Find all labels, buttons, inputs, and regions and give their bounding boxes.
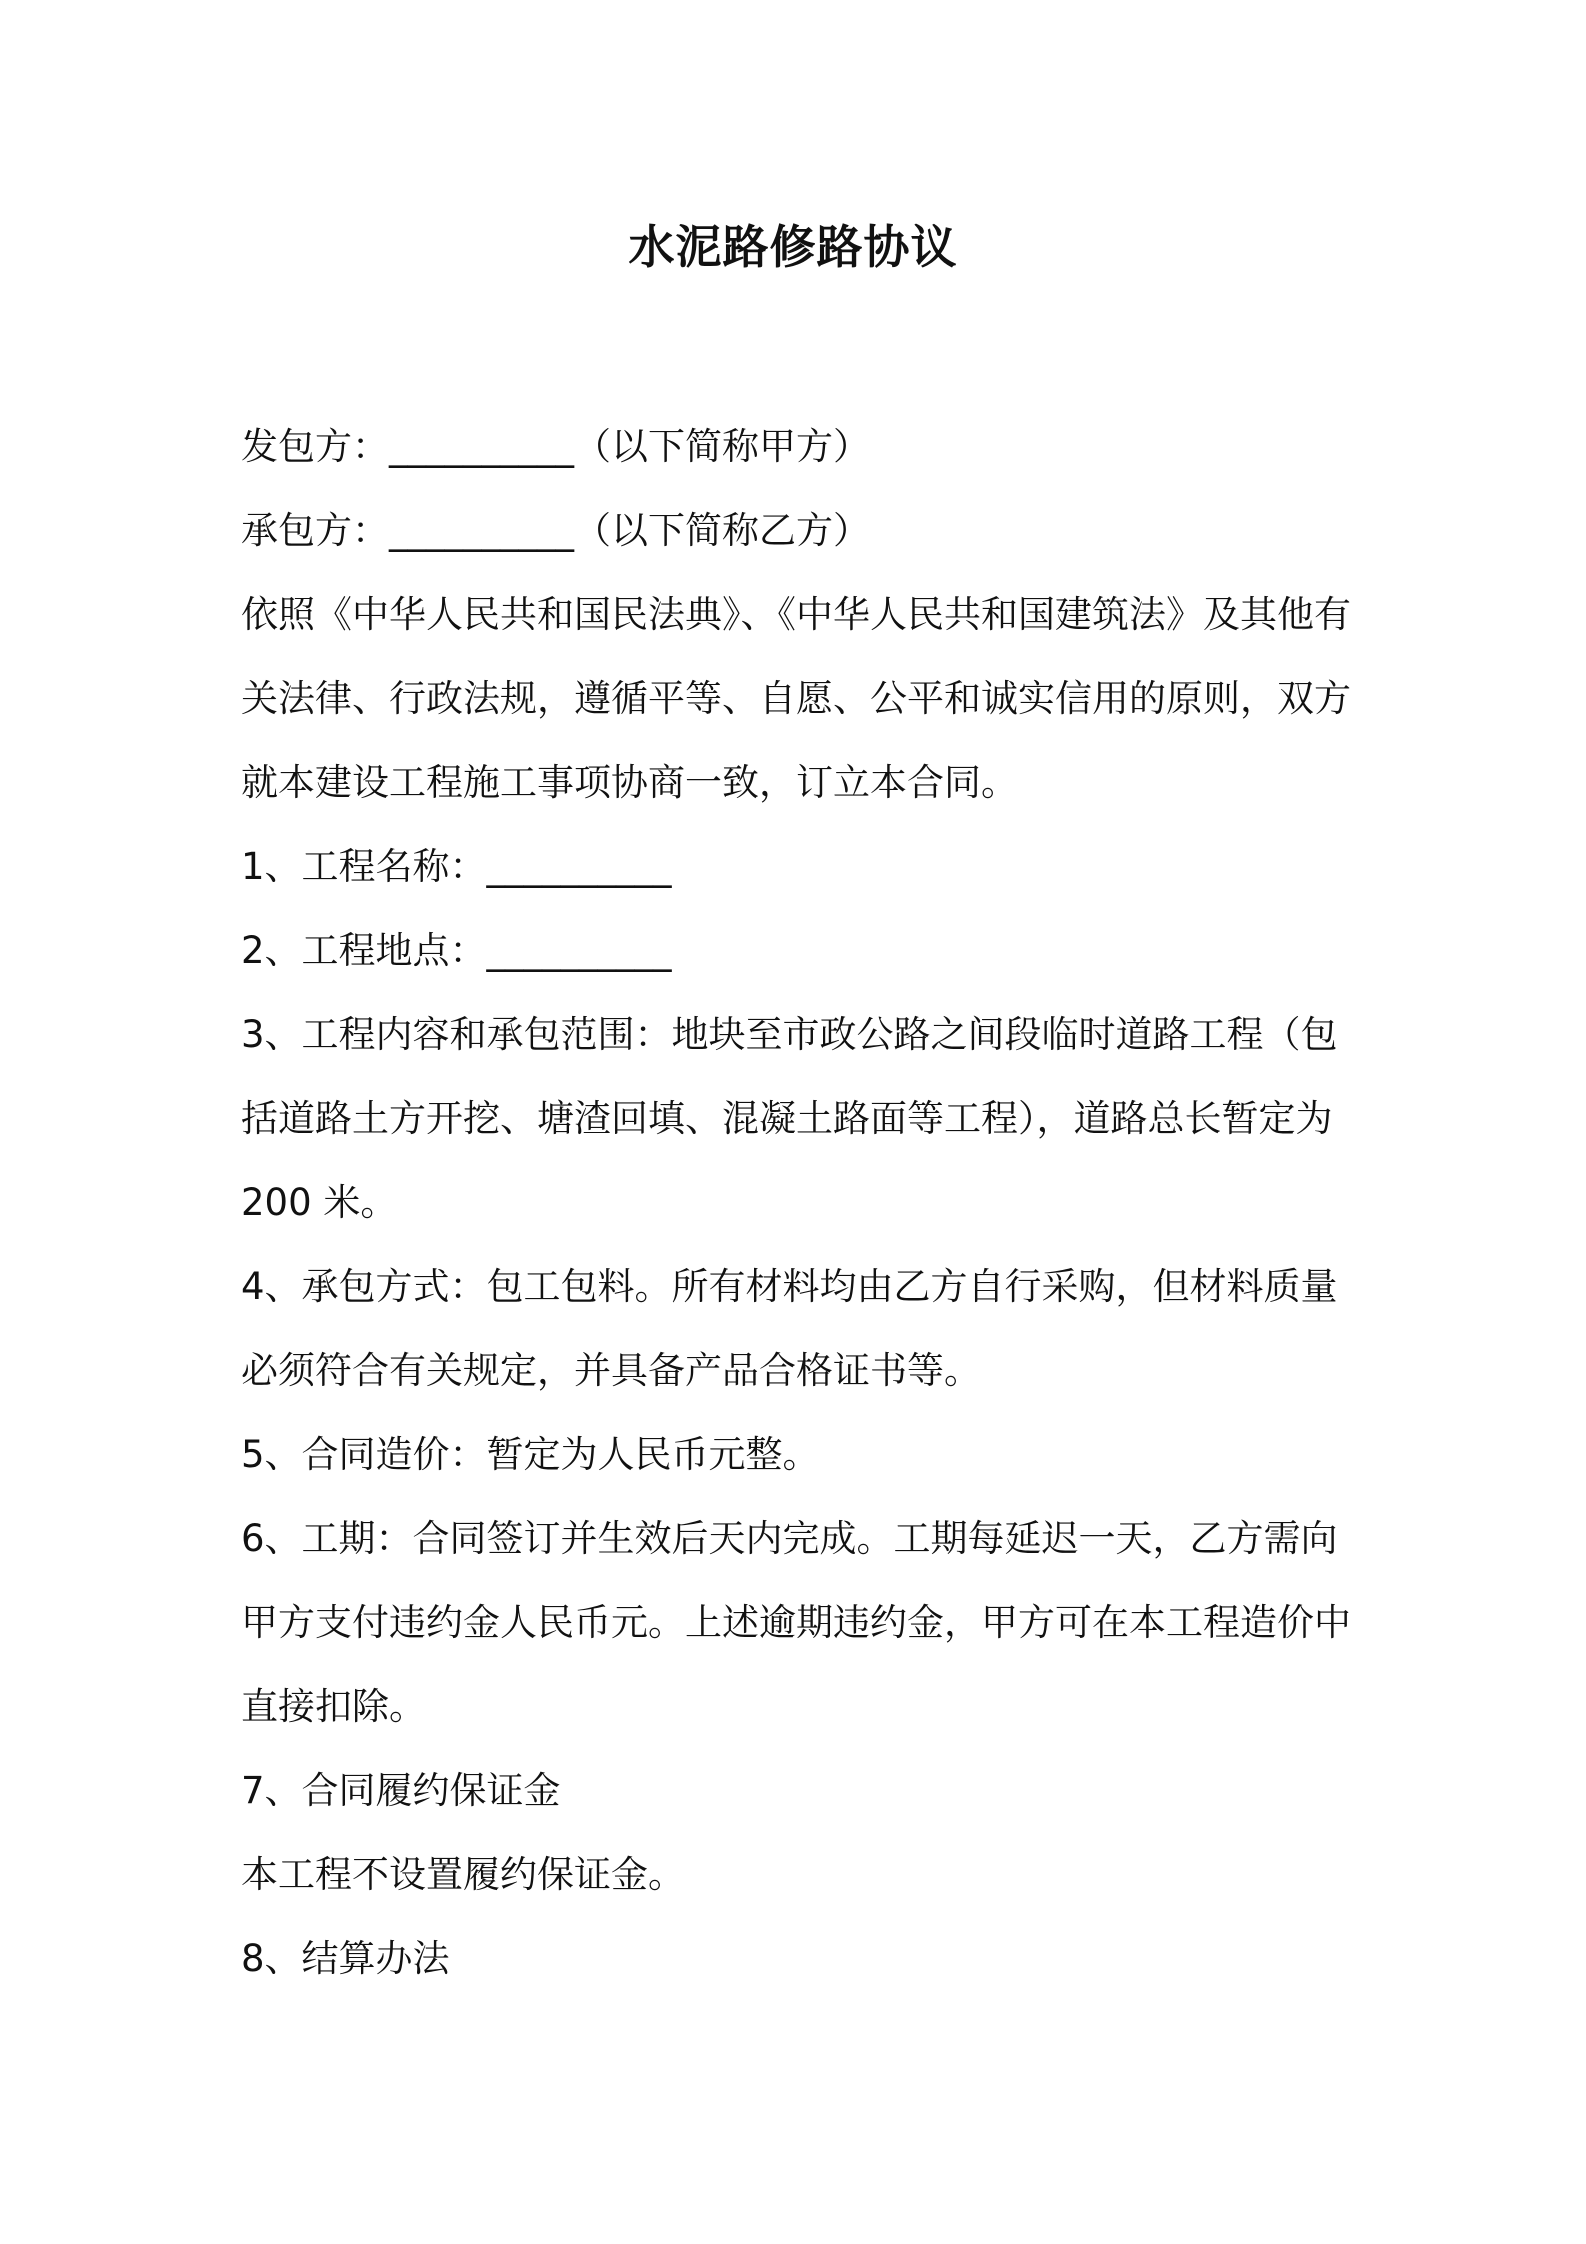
clause-3-line-1: 3、工程内容和承包范围：地块至市政公路之间段临时道路工程（包: [241, 1013, 1338, 1056]
clause-8-heading: 8、结算办法: [241, 1937, 450, 1980]
clause-7-body: 本工程不设置履约保证金。: [241, 1853, 685, 1896]
document-title: 水泥路修路协议: [628, 220, 958, 274]
clause-6-line-2: 甲方支付违约金人民币元。上述逾期违约金，甲方可在本工程造价中: [241, 1601, 1351, 1644]
clause-1-project-name: 1、工程名称：__________: [241, 845, 672, 888]
preamble-line-3: 就本建设工程施工事项协商一致，订立本合同。: [241, 761, 1018, 804]
clause-4-line-1: 4、承包方式：包工包料。所有材料均由乙方自行采购，但材料质量: [241, 1265, 1338, 1308]
preamble-line-1: 依照《中华人民共和国民法典》、《中华人民共和国建筑法》及其他有: [241, 593, 1351, 636]
clause-3-line-3: 200 米。: [241, 1181, 398, 1224]
clause-7-heading: 7、合同履约保证金: [241, 1769, 561, 1812]
clause-2-project-location: 2、工程地点：__________: [241, 929, 672, 972]
party-a-line: 发包方：__________（以下简称甲方）: [241, 425, 870, 468]
clause-5-contract-price: 5、合同造价：暂定为人民币元整。: [241, 1433, 820, 1476]
clause-6-line-1: 6、工期：合同签订并生效后天内完成。工期每延迟一天，乙方需向: [241, 1517, 1338, 1560]
clause-4-line-2: 必须符合有关规定，并具备产品合格证书等。: [241, 1349, 981, 1392]
clause-6-line-3: 直接扣除。: [241, 1685, 426, 1728]
preamble-line-2: 关法律、行政法规，遵循平等、自愿、公平和诚实信用的原则，双方: [241, 677, 1351, 720]
document-body: [241, 405, 1353, 2001]
clause-3-line-2: 括道路土方开挖、塘渣回填、混凝土路面等工程），道路总长暂定为: [241, 1097, 1333, 1140]
party-b-line: 承包方：__________（以下简称乙方）: [241, 509, 870, 552]
